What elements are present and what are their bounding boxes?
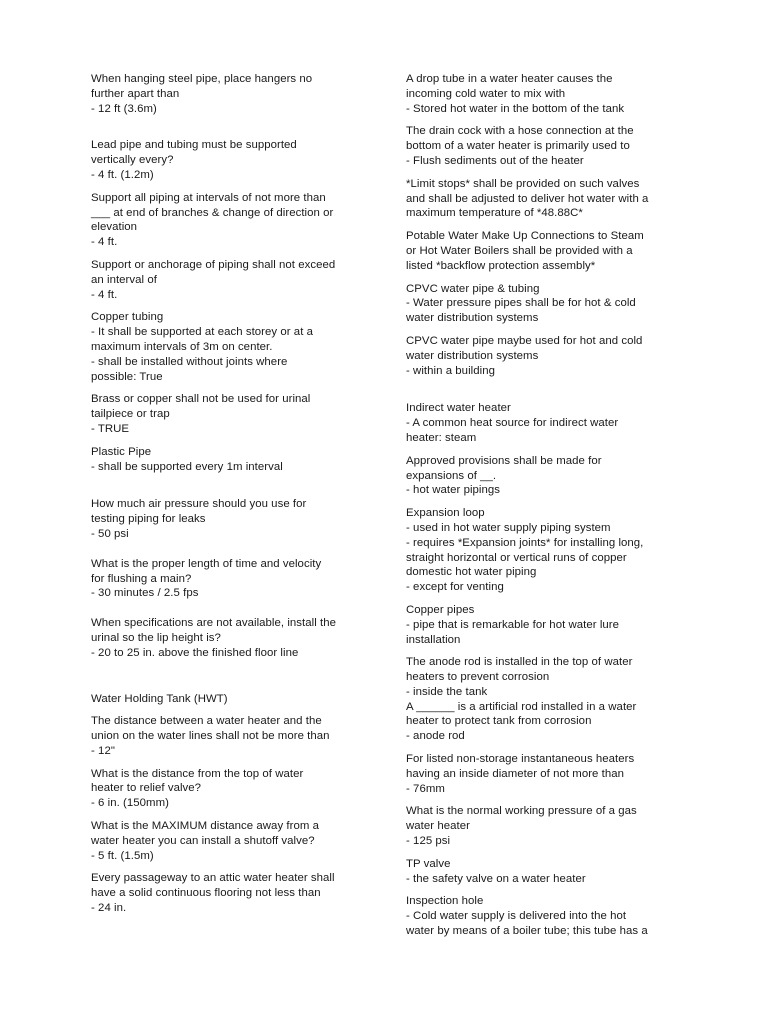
entry-question-line: Plastic Pipe (91, 445, 152, 458)
qa-entry (406, 454, 688, 498)
entry-question-line: When hanging steel pipe, place hangers no (91, 73, 313, 85)
entry-line: - 12 ft (3.6m) (91, 102, 157, 115)
entry-line: - 50 psi (91, 527, 129, 540)
entry-line: - shall be installed without joints where (91, 355, 288, 368)
entry-line: - used in hot water supply piping system (406, 521, 611, 534)
entry-line: maximum temperature of *48.88C* (406, 207, 583, 220)
entry-line: - except for venting (406, 581, 504, 594)
qa-entry (91, 191, 373, 250)
qa-entry (91, 72, 373, 116)
entry-question-line: *Limit stops* shall be provided on such valves (406, 177, 640, 190)
entry-line: elevation (91, 221, 138, 234)
entry-question-line: When specifications are not available, install the (91, 617, 337, 630)
entry-line: - 5 ft. (1.5m) (91, 849, 154, 862)
qa-entry (406, 282, 688, 326)
qa-entry (91, 871, 373, 915)
entry-line: straight horizontal or vertical runs of copper (406, 551, 627, 564)
qa-entry (406, 229, 688, 273)
entry-question-line: Support or anchorage of piping shall not exceed (91, 258, 336, 271)
entry-line: maximum intervals of 3m on center. (91, 340, 273, 353)
entry-line: union on the water lines shall not be more than (91, 730, 330, 743)
entry-line: - 4 ft. (1.2m) (91, 168, 154, 181)
entry-line: expansions of __. (406, 469, 497, 482)
entry-line: - 6 in. (150mm) (91, 797, 169, 810)
entry-question-line: Water Holding Tank (HWT) (91, 692, 228, 705)
entry-line: - inside the tank (406, 685, 488, 698)
entry-question-line: Indirect water heater (406, 402, 511, 415)
entry-question-line: Copper pipes (406, 603, 475, 616)
entry-line: listed *backflow protection assembly* (406, 259, 596, 272)
entry-line: - 24 in. (91, 902, 127, 915)
qa-entry (91, 392, 373, 436)
entry-line: - 4 ft. (91, 236, 118, 249)
entry-line: heaters to prevent corrosion (406, 671, 550, 684)
entry-question-line: Copper tubing (91, 311, 164, 324)
entry-line: - anode rod (406, 730, 465, 743)
entry-question-line: The anode rod is installed in the top of water (406, 656, 633, 669)
entry-question-line: Approved provisions shall be made for (406, 454, 602, 467)
entry-line: heater to protect tank from corrosion (406, 715, 592, 728)
entry-question-line: How much air pressure should you use for (91, 498, 307, 511)
entry-line: water heater (406, 820, 470, 833)
entry-question-line: The drain cock with a hose connection at the (406, 125, 634, 138)
entry-line: - TRUE (91, 422, 130, 435)
entry-line: - 20 to 25 in. above the finished floor line (91, 646, 299, 659)
entry-line: - Stored hot water in the bottom of the tank (406, 102, 625, 115)
entry-line: further apart than (91, 87, 180, 100)
entry-question-line: Inspection hole (406, 895, 484, 908)
entry-question-line: What is the MAXIMUM distance away from a (91, 820, 319, 833)
entry-line: - within a building (406, 364, 495, 377)
qa-entry (91, 138, 373, 182)
entry-line: domestic hot water piping (406, 566, 537, 579)
entry-line: - Flush sediments out of the heater (406, 154, 584, 167)
entry-question-line: What is the distance from the top of water (91, 767, 304, 780)
entry-question-line: Support all piping at intervals of not more than (91, 191, 326, 204)
entry-line: having an inside diameter of not more than (406, 767, 625, 780)
qa-entry (406, 752, 688, 796)
entry-line: ___ at end of branches & change of direction or (91, 206, 334, 219)
qa-entry (91, 497, 373, 541)
qa-entry (406, 655, 688, 744)
entry-line: vertically every? (91, 154, 174, 167)
entry-question-line: Lead pipe and tubing must be supported (91, 139, 297, 152)
entry-line: or Hot Water Boilers shall be provided with a (406, 244, 633, 257)
entry-line: and shall be adjusted to deliver hot water with a (406, 192, 649, 205)
qa-entry (406, 804, 688, 848)
entry-question-line: A drop tube in a water heater causes the (406, 73, 613, 85)
entry-line: water distribution systems (406, 312, 539, 325)
entry-line: - the safety valve on a water heater (406, 872, 586, 885)
entry-line: - 4 ft. (91, 288, 118, 301)
qa-entry (91, 714, 373, 758)
entry-line: water by means of a boiler tube; this tube has a (406, 925, 648, 938)
entry-line: - requires *Expansion joints* for installing long, (406, 536, 644, 549)
qa-entry (406, 177, 688, 221)
entry-line: installation (406, 633, 461, 646)
entry-line: water heater you can install a shutoff valve? (91, 834, 315, 847)
entry-line: urinal so the lip height is? (91, 631, 221, 644)
entry-question-line: TP valve (406, 857, 451, 870)
qa-entry (91, 258, 373, 302)
entry-line: - It shall be supported at each storey or at a (91, 326, 314, 339)
qa-entry (91, 819, 373, 863)
entry-line: testing piping for leaks (91, 513, 206, 526)
entry-question-line: What is the normal working pressure of a gas (406, 805, 637, 818)
entry-question-line: The distance between a water heater and the (91, 715, 322, 728)
qa-entry (406, 894, 688, 938)
qa-entry (406, 603, 688, 647)
qa-entry (91, 767, 373, 811)
qa-entry (91, 445, 373, 475)
entry-question-line: Brass or copper shall not be used for urinal (91, 393, 311, 406)
entry-line: - 12" (91, 744, 115, 757)
qa-entry (406, 124, 688, 168)
qa-entry (406, 506, 688, 595)
entry-line: bottom of a water heater is primarily used to (406, 140, 630, 153)
qa-entry (91, 557, 373, 601)
entry-line: A ______ is a artificial rod installed in a water (406, 700, 637, 713)
qa-entry (406, 857, 688, 887)
entry-line: - A common heat source for indirect water (406, 417, 619, 430)
entry-line: possible: True (91, 370, 163, 383)
left-column (91, 72, 373, 916)
entry-line: - hot water pipings (406, 484, 501, 497)
entry-question-line: Expansion loop (406, 507, 485, 520)
entry-line: - Water pressure pipes shall be for hot & cold (406, 297, 636, 310)
entry-line: - shall be supported every 1m interval (91, 460, 283, 473)
right-column (406, 72, 688, 939)
entry-question-line: Every passageway to an attic water heater shall (91, 872, 335, 885)
entry-line: - 125 psi (406, 835, 451, 848)
entry-line: heater: steam (406, 431, 477, 444)
entry-line: have a solid continuous flooring not less than (91, 887, 321, 900)
entry-question-line: What is the proper length of time and velocity (91, 557, 322, 570)
entry-line: - pipe that is remarkable for hot water lure (406, 618, 620, 631)
entry-line: - Cold water supply is delivered into the hot (406, 910, 627, 923)
qa-entry (91, 692, 373, 707)
entry-question-line: Potable Water Make Up Connections to Steam (406, 230, 644, 243)
entry-question-line: CPVC water pipe maybe used for hot and cold (406, 334, 643, 347)
entry-line: water distribution systems (406, 349, 539, 362)
entry-line: for flushing a main? (91, 572, 192, 585)
entry-line: heater to relief valve? (91, 782, 202, 795)
qa-entry (406, 72, 688, 116)
entry-line: tailpiece or trap (91, 408, 170, 421)
entry-line: an interval of (91, 273, 157, 286)
qa-entry (406, 401, 688, 445)
qa-entry (91, 616, 373, 660)
qa-entry (91, 310, 373, 384)
entry-line: incoming cold water to mix with (406, 87, 566, 100)
qa-entry (406, 334, 688, 378)
entry-question-line: For listed non-storage instantaneous heaters (406, 753, 635, 766)
entry-question-line: CPVC water pipe & tubing (406, 282, 540, 295)
entry-line: - 30 minutes / 2.5 fps (91, 587, 199, 600)
entry-line: - 76mm (406, 782, 445, 795)
